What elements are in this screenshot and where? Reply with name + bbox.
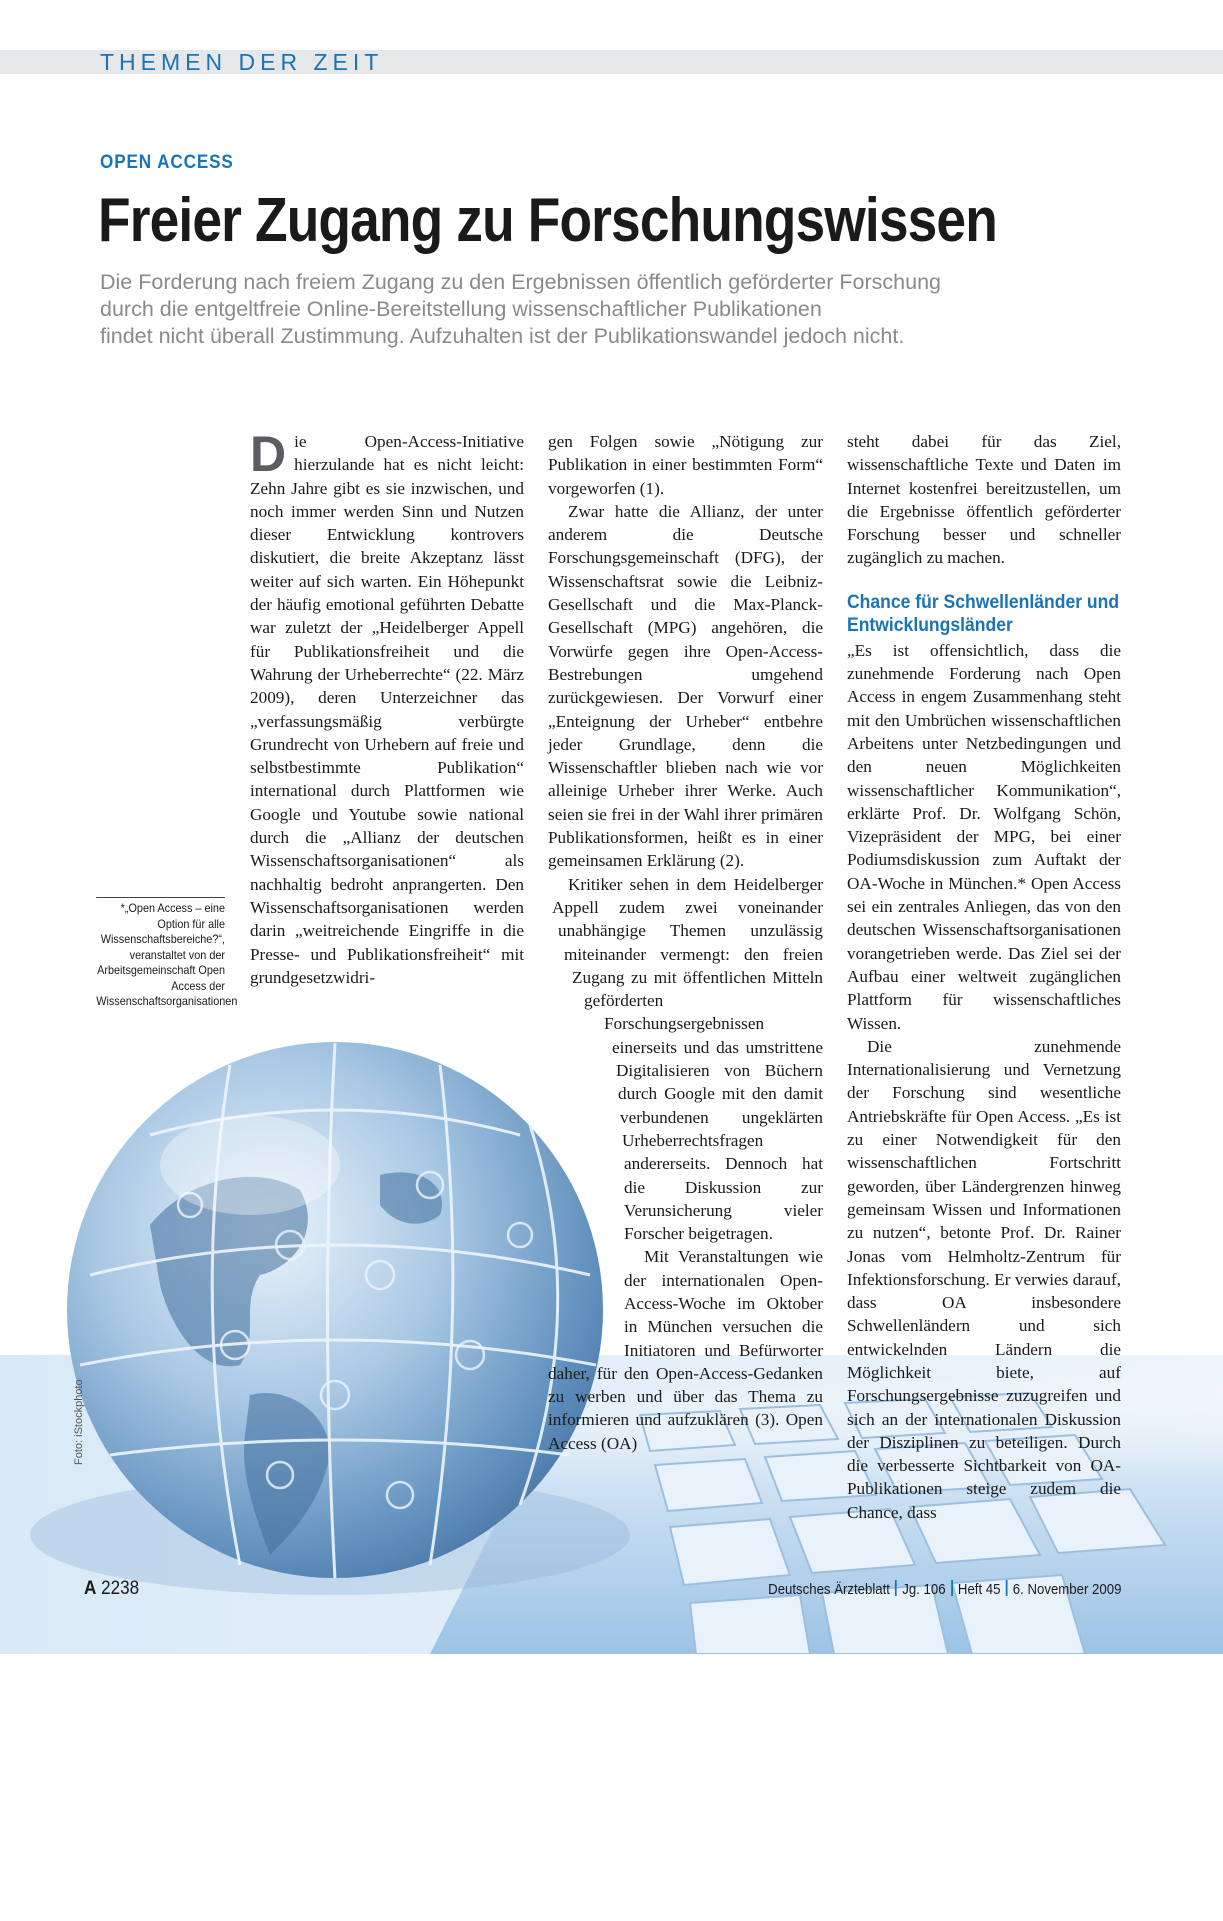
separator xyxy=(895,1580,897,1596)
article-title: Freier Zugang zu Forschungswissen xyxy=(98,186,997,255)
subheading: Chance für Schwellenländer und Entwicklungsländer xyxy=(847,590,1120,636)
paragraph: steht dabei für das Ziel, wissenschaftliche Texte und Daten im Internet kostenfrei bereitzustellen, um die Ergebnisse öffentlich geförderter Forschung besser und schneller zugänglich zu machen. xyxy=(847,432,1121,568)
paragraph: Mit Veranstaltungen wie der internationalen Open-Access-Woche im Oktober in München versuchen die Initiatoren und Befürworter daher, für den Open-Access-Gedanken zu werben und über das Thema zu informieren und aufzuklären (3). Open Access (OA) xyxy=(548,1247,823,1453)
paragraph: gen Folgen sowie „Nötigung zur Publikation in einer bestimmten Form“ vorgeworfen (1). xyxy=(548,432,823,498)
photo-credit: Foto: iStockphoto xyxy=(73,1379,85,1465)
page-number-value: 2238 xyxy=(101,1578,140,1599)
text-column-2 xyxy=(548,430,823,1455)
volume: Jg. 106 xyxy=(901,1581,946,1598)
text-column-1 xyxy=(250,426,524,989)
separator xyxy=(1005,1580,1007,1596)
article-kicker: OPEN ACCESS xyxy=(100,152,234,173)
separator xyxy=(950,1580,952,1596)
drop-cap: D xyxy=(250,426,287,482)
page-number xyxy=(84,1578,139,1600)
lead-line: Die Forderung nach freiem Zugang zu den Ergebnissen öffentlich geförderter Forschung xyxy=(100,270,941,294)
globe xyxy=(30,1042,630,1595)
paragraph: „Es ist offensichtlich, dass die zunehmende Forderung nach Open Access in engem Zusammenhang steht mit den Umbrüchen wissenschaftlichen Arbeitens unter Netzbedingungen und den neuen Möglichkeiten wissenschaftlicher Kommunikation“, erklärte Prof. Dr. Wolfgang Schön, Vizepräsident der MPG, bei einer Podiumsdiskussion zum Auftakt der OA-Woche in München.* Open Access sei ein zentrales Anliegen, das von den deutschen Wissenschaftsorganisationen vorangetrieben werde. Das Ziel sei der Aufbau einer weltweit zugänglichen Plattform für wissenschaftliches Wissen. xyxy=(847,640,1121,1033)
paragraph: Zwar hatte die Allianz, der unter anderem die Deutsche Forschungsgemeinschaft (DFG), der Wissenschaftsrat sowie die Leibniz-Gesellschaft und die Max-Planck-Gesellschaft (MPG) angehören, die Vorwürfe gegen ihre Open-Access-Bestrebungen umgehend zurückgewiesen. Der Vorwurf einer „Enteignung der Urheber“ entbehre jeder Grundlage, denn die Wissenschaftler blieben nach wie vor alleinige Urheber ihrer Werke. Auch seien sie frei in der Wahl ihrer primären Publikationsformen, heißt es in einer gemeinsamen Erklärung (2). xyxy=(548,501,823,871)
article-lead xyxy=(100,269,1030,350)
issue-date: 6. November 2009 xyxy=(1012,1581,1121,1598)
section-label: THEMEN DER ZEIT xyxy=(100,49,384,75)
paragraph: Kritiker sehen in dem Heidelberger Appell zudem zwei voneinander unabhängige Themen unzulässig miteinander vermengt: den freien Zugang zu mit öffentlichen Mitteln geförderten Forschungsergebnissen einerseits und das umstrittene Digitalisieren von Büchern durch Google mit den damit verbundenen ungeklärten Urheberrechtsfragen andererseits. Dennoch hat die Diskussion zur Verunsicherung vieler Forscher beigetragen. xyxy=(552,874,823,1244)
footer-citation xyxy=(768,1580,1121,1598)
paragraph: Die zunehmende Internationalisierung und Vernetzung der Forschung sind wesentliche Antriebskräfte für Open Access. „Es ist zu einer Notwendigkeit für den wissenschaftlichen Fortschritt geworden, über Ländergrenzen hinweg gemeinsam Wissen und Informationen zu nutzen“, betonte Prof. Dr. Rainer Jonas vom Helmholtz-Zentrum für Infektionsforschung. Er verwies darauf, dass OA insbesondere Schwellenländern und sich entwickelnden Ländern die Möglichkeit biete, auf Forschungsergebnisse zuzugreifen und sich an der internationalen Diskussion der Disziplinen zu beteiligen. Durch die verbesserte Sichtbarkeit von OA-Publikationen steige zudem die Chance, dass xyxy=(847,1036,1121,1522)
paragraph: ie Open-Access-Initiative hierzulande hat es nicht leicht: Zehn Jahre gibt es sie inzwischen, und noch immer werden Sinn und Nutzen dieser Entwicklung kontrovers diskutiert, die breite Akzeptanz lässt weiter auf sich warten. Ein Höhepunkt der häufig emotional geführten Debatte war zuletzt der „Heidelberger Appell für Publikationsfreiheit und die Wahrung der Urheberrechte“ (22. März 2009), deren Unterzeichner das „verfassungsmäßig verbürgte Grundrecht von Urhebern auf freie und selbstbestimmte Publikation“ international durch Plattformen wie Google und Youtube sowie national durch die „Allianz der deutschen Wissenschaftsorganisationen“ als nachhaltig bedroht anprangerten. Den Wissenschaftsorganisationen werden darin „weitreichende Eingriffe in die Presse- und Publikationsfreiheit“ mit grundgesetzwidri- xyxy=(250,432,524,987)
issue: Heft 45 xyxy=(957,1581,1001,1598)
lead-line: findet nicht überall Zustimmung. Aufzuhalten ist der Publikationswandel jedoch nicht. xyxy=(100,324,905,348)
text-column-3 xyxy=(847,430,1121,1921)
side-note: *„Open Access – eine Option für alle Wissenschaftsbereiche?“, veranstaltet von der Arbeitsgemeinschaft Open Access der Wissenschaftsorganisationen xyxy=(96,897,225,1010)
journal-name: Deutsches Ärzteblatt xyxy=(767,1581,890,1598)
lead-line: durch die entgeltfreie Online-Bereitstellung wissenschaftlicher Publikationen xyxy=(100,297,822,321)
page-prefix: A xyxy=(84,1578,97,1599)
